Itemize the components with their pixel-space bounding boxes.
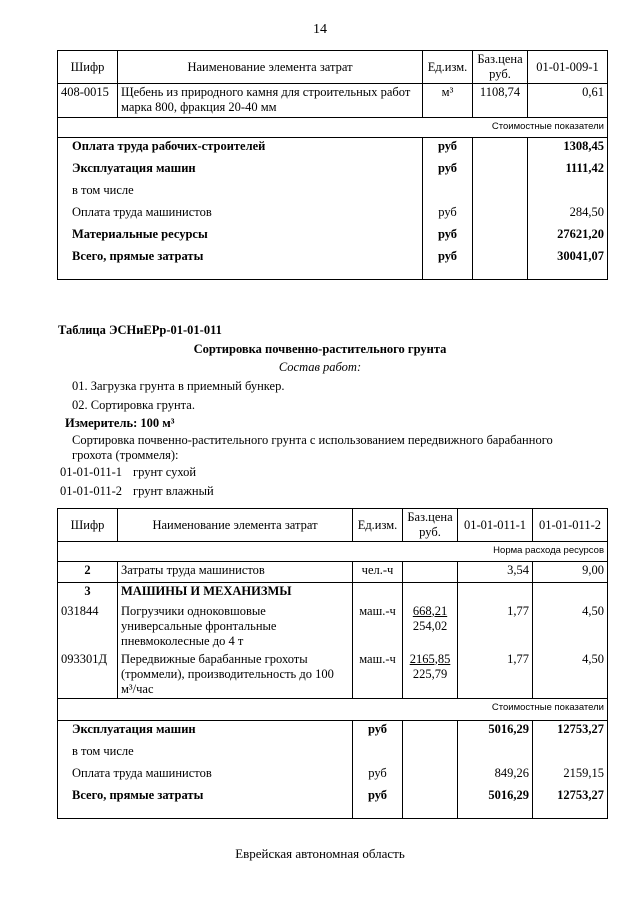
cost-name: Оплата труда машинистов	[58, 765, 353, 787]
row-code: 093301Д	[58, 651, 118, 699]
row-name: Передвижные барабанные грохоты (троммели), производительность до 100 м³/час	[118, 651, 353, 699]
variant-name: грунт влажный	[133, 484, 214, 498]
machines-title: МАШИНЫ И МЕХАНИЗМЫ	[118, 583, 353, 603]
cost-value: 284,50	[528, 204, 608, 226]
cost-v1: 5016,29	[458, 787, 533, 819]
empty-cell	[473, 182, 528, 204]
table-row	[58, 84, 608, 118]
empty-cell	[403, 721, 458, 743]
footer: Еврейская автономная область	[235, 846, 405, 861]
empty-cell	[403, 765, 458, 787]
empty-cell	[473, 248, 528, 280]
cost-unit: руб	[353, 765, 403, 787]
cost-v2	[533, 743, 608, 765]
cost-unit: руб	[423, 138, 473, 160]
work-item: 02. Сортировка грунта.	[72, 398, 195, 412]
row-code: 408-0015	[58, 84, 118, 118]
cost-value: 1111,42	[528, 160, 608, 182]
cost-row	[58, 787, 608, 819]
row-code: 031844	[58, 603, 118, 651]
cost-v1	[458, 743, 533, 765]
cost-name: Материальные ресурсы	[58, 226, 423, 248]
empty-cell	[458, 583, 533, 603]
cost-row	[58, 226, 608, 248]
section-label: Стоимостные показатели	[58, 699, 608, 721]
header-value: 01-01-009-1	[528, 51, 608, 84]
price-base: 254,02	[412, 618, 448, 633]
header-name: Наименование элемента затрат	[118, 509, 353, 542]
cost-v2: 12753,27	[533, 787, 608, 819]
cost-v2: 2159,15	[533, 765, 608, 787]
variant-name: грунт сухой	[133, 465, 197, 479]
row-code: 2	[58, 562, 118, 583]
header-name: Наименование элемента затрат	[118, 51, 423, 84]
header-code: Шифр	[58, 51, 118, 84]
row-code: 3	[58, 583, 118, 603]
cost-v1: 849,26	[458, 765, 533, 787]
row-unit: маш.-ч	[353, 603, 403, 651]
description-line: грохота (троммеля):	[72, 448, 179, 462]
variant-code: 01-01-011-1	[60, 465, 123, 479]
section-label-row	[58, 699, 608, 721]
row-value: 0,61	[528, 84, 608, 118]
cost-row	[58, 182, 608, 204]
works-heading: Состав работ:	[278, 360, 362, 374]
empty-cell	[473, 226, 528, 248]
empty-cell	[403, 787, 458, 819]
row-v1: 1,77	[458, 603, 533, 651]
cost-name: в том числе	[58, 743, 353, 765]
cost-name: Оплата труда машинистов	[58, 204, 423, 226]
table-row	[58, 651, 608, 699]
cost-value: 1308,45	[528, 138, 608, 160]
row-name: Щебень из природного камня для строительных работ марка 800, фракция 20-40 мм	[118, 84, 423, 118]
norm-label-row	[58, 542, 608, 562]
table-title: Таблица ЭСНиЕРр-01-01-011	[58, 323, 222, 337]
variant-code: 01-01-011-2	[60, 484, 123, 498]
empty-cell	[473, 160, 528, 182]
empty-cell	[403, 743, 458, 765]
cost-v1: 5016,29	[458, 721, 533, 743]
row-price	[403, 603, 458, 651]
row-unit: маш.-ч	[353, 651, 403, 699]
description-line: Сортировка почвенно-растительного грунта с использованием передвижного барабанного	[72, 433, 553, 447]
subtitle: Сортировка почвенно-растительного грунта	[193, 342, 447, 356]
work-item: 01. Загрузка грунта в приемный бункер.	[72, 379, 285, 393]
row-v2: 4,50	[533, 651, 608, 699]
cost-unit	[353, 743, 403, 765]
table2-header-row	[58, 509, 608, 542]
row-price	[403, 651, 458, 699]
price-current: 2165,85	[409, 651, 451, 666]
cost-name: Эксплуатация машин	[58, 721, 353, 743]
table1-header-row	[58, 51, 608, 84]
row-name: Затраты труда машинистов	[118, 562, 353, 583]
cost-row	[58, 160, 608, 182]
cost-unit: руб	[423, 226, 473, 248]
price-base: 225,79	[412, 666, 448, 681]
empty-cell	[403, 562, 458, 583]
header-code: Шифр	[58, 509, 118, 542]
table-row	[58, 583, 608, 603]
page-number: 14	[313, 22, 327, 37]
norm-label: Норма расхода ресурсов	[58, 542, 608, 562]
row-unit: м³	[423, 84, 473, 118]
row-unit: чел.-ч	[353, 562, 403, 583]
empty-cell	[473, 138, 528, 160]
price-current: 668,21	[412, 603, 448, 618]
cost-table-1	[57, 50, 608, 280]
row-v2: 4,50	[533, 603, 608, 651]
row-v1: 1,77	[458, 651, 533, 699]
header-variant-2: 01-01-011-2	[533, 509, 608, 542]
cost-name: Всего, прямые затраты	[58, 787, 353, 819]
cost-unit: руб	[353, 721, 403, 743]
cost-name: Оплата труда рабочих-строителей	[58, 138, 423, 160]
cost-row	[58, 138, 608, 160]
header-unit: Ед.изм.	[353, 509, 403, 542]
cost-unit	[423, 182, 473, 204]
cost-unit: руб	[423, 248, 473, 280]
row-name: Погрузчики одноковшовые универсальные фронтальные пневмоколесные до 4 т	[118, 603, 353, 651]
table-row	[58, 562, 608, 583]
cost-name: Эксплуатация машин	[58, 160, 423, 182]
header-unit: Ед.изм.	[423, 51, 473, 84]
cost-name: в том числе	[58, 182, 423, 204]
row-v2: 9,00	[533, 562, 608, 583]
row-price: 1108,74	[473, 84, 528, 118]
empty-cell	[403, 583, 458, 603]
empty-cell	[473, 204, 528, 226]
meter: Измеритель: 100 м³	[65, 416, 175, 430]
cost-name: Всего, прямые затраты	[58, 248, 423, 280]
cost-v2: 12753,27	[533, 721, 608, 743]
header-variant-1: 01-01-011-1	[458, 509, 533, 542]
table-row	[58, 603, 608, 651]
empty-cell	[353, 583, 403, 603]
cost-table-2	[57, 508, 608, 819]
cost-row	[58, 721, 608, 743]
empty-cell	[533, 583, 608, 603]
header-price: Баз.цена руб.	[403, 509, 458, 542]
cost-unit: руб	[353, 787, 403, 819]
cost-unit: руб	[423, 204, 473, 226]
row-v1: 3,54	[458, 562, 533, 583]
cost-row	[58, 204, 608, 226]
cost-unit: руб	[423, 160, 473, 182]
section-label: Стоимостные показатели	[58, 118, 608, 138]
cost-value: 30041,07	[528, 248, 608, 280]
cost-value: 27621,20	[528, 226, 608, 248]
cost-row	[58, 248, 608, 280]
header-price: Баз.цена руб.	[473, 51, 528, 84]
cost-row	[58, 743, 608, 765]
section-label-row	[58, 118, 608, 138]
cost-row	[58, 765, 608, 787]
cost-value	[528, 182, 608, 204]
